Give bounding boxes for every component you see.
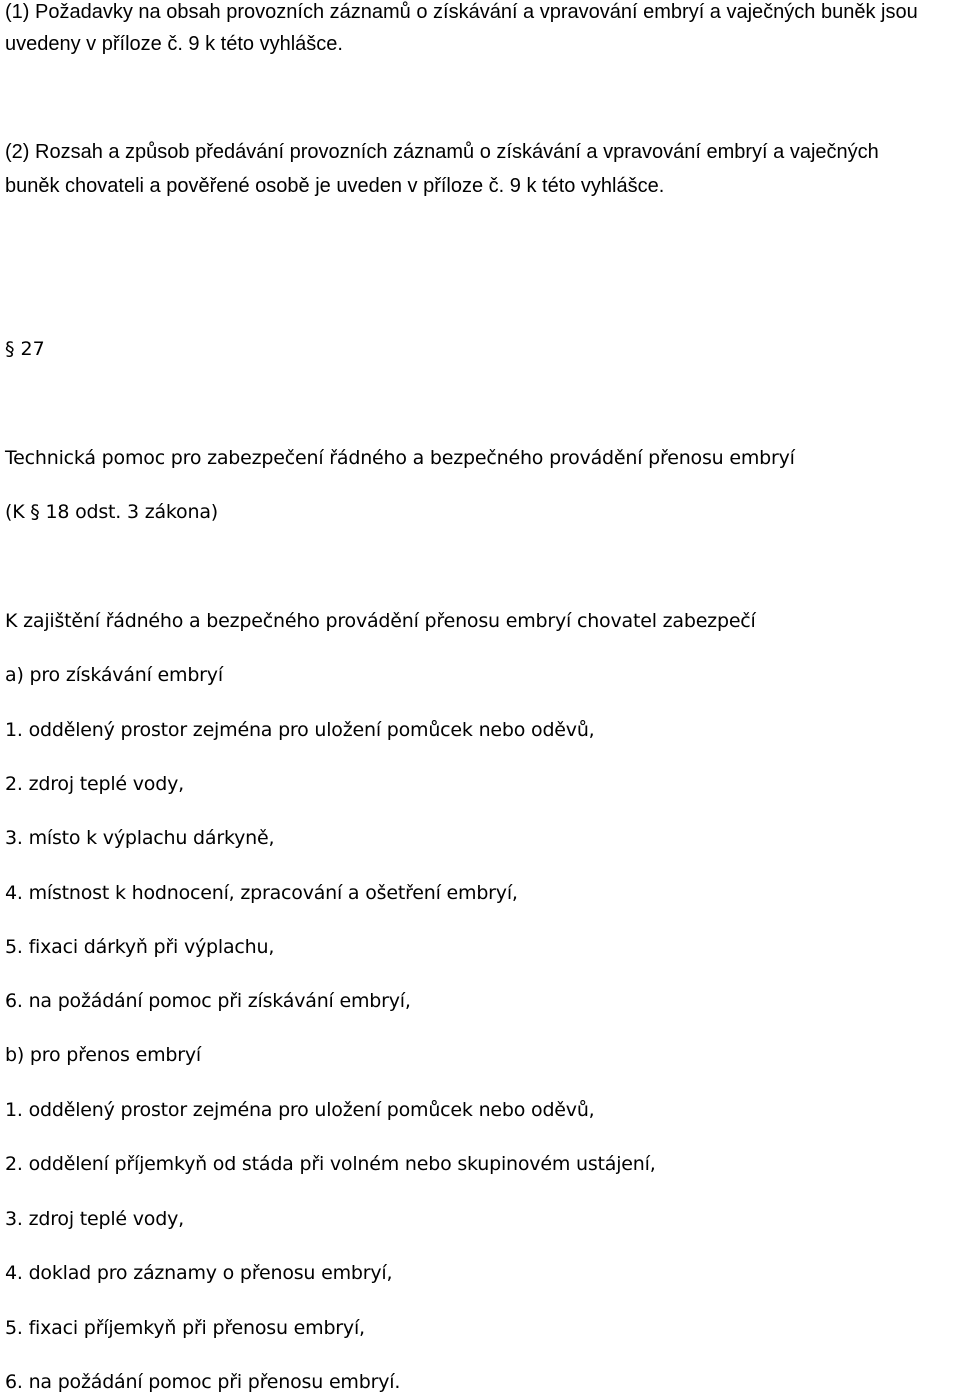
list-item: 5. fixaci příjemkyň při přenosu embryí, bbox=[5, 1317, 365, 1339]
list-a-heading: a) pro získávání embryí bbox=[5, 664, 223, 686]
paragraph-1-line-2: uvedeny v příloze č. 9 k této vyhlášce. bbox=[5, 33, 343, 55]
paragraph-2-line-1: (2) Rozsah a způsob předávání provozních záznamů o získávání a vpravování embryí a vaječných bbox=[5, 141, 879, 163]
section-number: § 27 bbox=[5, 338, 45, 360]
section-reference: (K § 18 odst. 3 zákona) bbox=[5, 501, 218, 523]
list-item: 6. na požádání pomoc při získávání embryí, bbox=[5, 990, 411, 1012]
list-item: 3. místo k výplachu dárkyně, bbox=[5, 827, 275, 849]
list-item: 3. zdroj teplé vody, bbox=[5, 1208, 184, 1230]
list-item: 2. zdroj teplé vody, bbox=[5, 773, 184, 795]
list-item: 1. oddělený prostor zejména pro uložení pomůcek nebo oděvů, bbox=[5, 1099, 595, 1121]
list-item: 6. na požádání pomoc při přenosu embryí. bbox=[5, 1371, 401, 1393]
list-item: 2. oddělení příjemkyň od stáda při volném nebo skupinovém ustájení, bbox=[5, 1153, 656, 1175]
list-item: 5. fixaci dárkyň při výplachu, bbox=[5, 936, 275, 958]
list-item: 4. doklad pro záznamy o přenosu embryí, bbox=[5, 1262, 393, 1284]
section-intro: K zajištění řádného a bezpečného provádění přenosu embryí chovatel zabezpečí bbox=[5, 610, 756, 632]
paragraph-1-line-1: (1) Požadavky na obsah provozních záznamů o získávání a vpravování embryí a vaječných buněk jsou bbox=[5, 1, 918, 23]
list-item: 1. oddělený prostor zejména pro uložení pomůcek nebo oděvů, bbox=[5, 719, 595, 741]
list-b-heading: b) pro přenos embryí bbox=[5, 1044, 201, 1066]
section-title: Technická pomoc pro zabezpečení řádného a bezpečného provádění přenosu embryí bbox=[5, 447, 795, 469]
paragraph-2-line-2: buněk chovateli a pověřené osobě je uveden v příloze č. 9 k této vyhlášce. bbox=[5, 175, 665, 197]
list-item: 4. místnost k hodnocení, zpracování a ošetření embryí, bbox=[5, 882, 518, 904]
